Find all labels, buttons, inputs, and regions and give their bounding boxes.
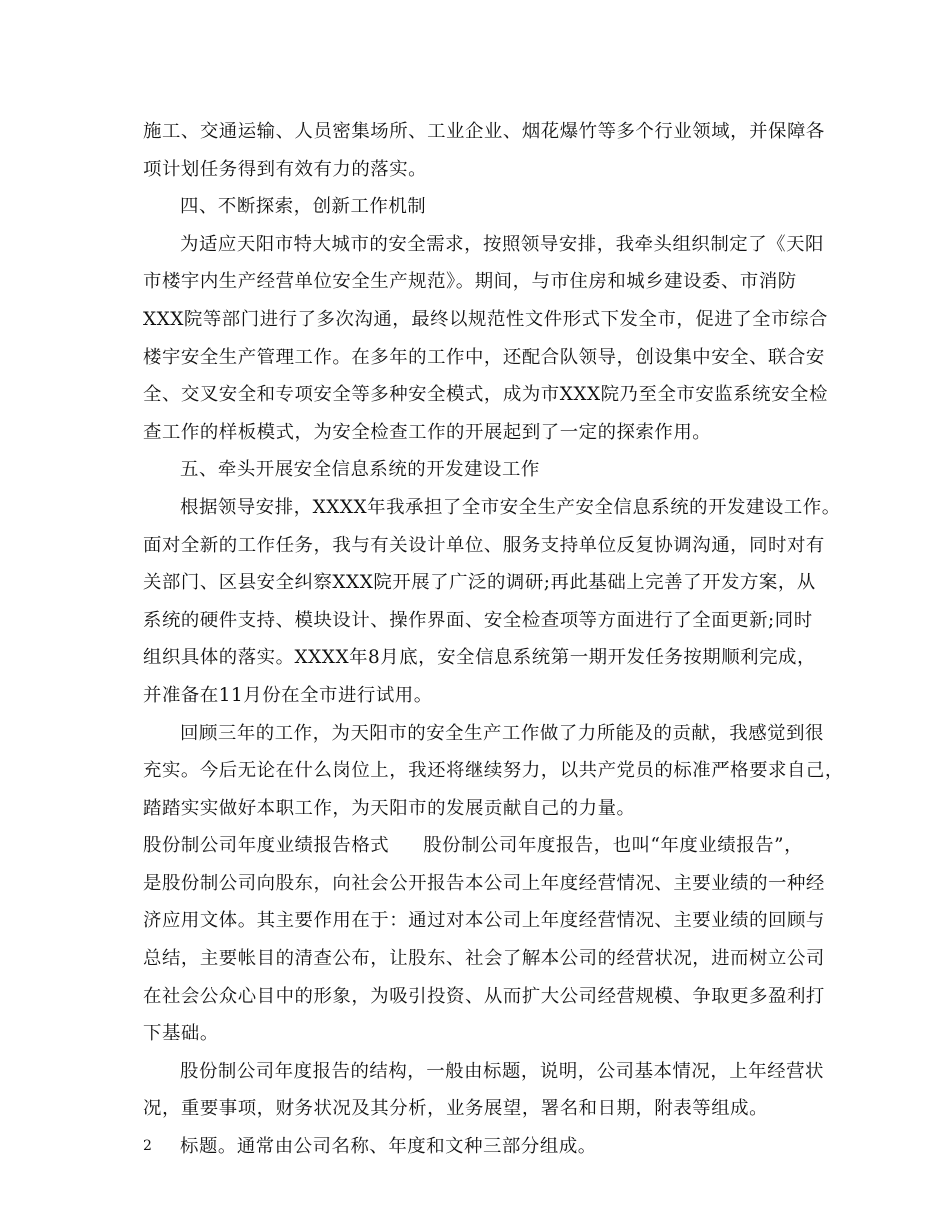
text-line: 为适应天阳市特大城市的安全需求，按照领导安排，我牵头组织制定了《天阳	[180, 233, 824, 255]
text-line: 踏踏实实做好本职工作，为天阳市的发展贡献自己的力量。	[143, 797, 636, 819]
text-line: 济应用文体。其主要作用在于：通过对本公司上年度经营情况、主要业绩的回顾与	[143, 910, 825, 932]
text-line: 楼宇安全生产管理工作。在多年的工作中，还配合队领导，创设集中安全、联合安	[143, 346, 825, 368]
text-line: 查工作的样板模式，为安全检查工作的开展起到了一定的探索作用。	[143, 421, 712, 443]
text-line	[143, 827, 823, 865]
text-line: 股份制公司年度报告的结构，一般由标题，说明，公司基本情况，上年经营状	[180, 1060, 824, 1082]
text-line: 回顾三年的工作，为天阳市的安全生产工作做了力所能及的贡献，我感觉到很	[180, 722, 824, 744]
text-line: 并准备在11月份在全市进行试用。	[143, 684, 433, 706]
section-heading-4: 四、不断探索，创新工作机制	[180, 196, 427, 218]
text-line: 下基础。	[143, 1023, 219, 1045]
text-line: 根据领导安排，XXXX年我承担了全市安全生产安全信息系统的开发建设工作。	[180, 496, 841, 518]
text-line: 关部门、区县安全纠察XXX院开展了广泛的调研;再此基础上完善了开发方案，从	[143, 572, 816, 594]
text-line: 系统的硬件支持、模块设计、操作界面、安全检查项等方面进行了全面更新;同时	[143, 609, 813, 631]
text-line: 充实。今后无论在什么岗位上，我还将继续努力，以共产党员的标准严格要求自己，	[143, 760, 844, 782]
text-line: 标题。通常由公司名称、年度和文种三部分组成。	[180, 1136, 597, 1158]
text-line: 全、交叉安全和专项安全等多种安全模式，成为市XXX院乃至全市安监系统安全检	[143, 384, 828, 406]
report-intro-text: 股份制公司年度报告，也叫“年度业绩报告”，	[423, 835, 804, 857]
text-line: 组织具体的落实。XXXX年8月底，安全信息系统第一期开发任务按期顺利完成，	[143, 647, 816, 669]
document-body	[143, 113, 844, 1166]
report-format-title: 股份制公司年度业绩报告格式	[143, 835, 390, 857]
text-line: 总结，主要帐目的清查公布，让股东、社会了解本公司的经营状况，进而树立公司	[143, 948, 825, 970]
text-line: 在社会公众心目中的形象，为吸引投资、从而扩大公司经营规模、争取更多盈利打	[143, 985, 825, 1007]
text-line: 项计划任务得到有效有力的落实。	[143, 158, 428, 180]
text-line: XXX院等部门进行了多次沟通，最终以规范性文件形式下发全市，促进了全市综合	[143, 308, 828, 330]
text-line: 市楼宇内生产经营单位安全生产规范》。期间，与市住房和城乡建设委、市消防	[143, 271, 797, 293]
page-number: 2	[143, 1138, 152, 1154]
text-line: 是股份制公司向股东，向社会公开报告本公司上年度经营情况、主要业绩的一种经	[143, 872, 825, 894]
text-line: 施工、交通运输、人员密集场所、工业企业、烟花爆竹等多个行业领域，并保障各	[143, 121, 825, 142]
text-line: 况，重要事项，财务状况及其分析，业务展望，署名和日期，附表等组成。	[143, 1098, 769, 1120]
section-heading-5: 五、牵头开展安全信息系统的开发建设工作	[180, 459, 540, 481]
text-line: 面对全新的工作任务，我与有关设计单位、服务支持单位反复协调沟通，同时对有	[143, 534, 825, 556]
